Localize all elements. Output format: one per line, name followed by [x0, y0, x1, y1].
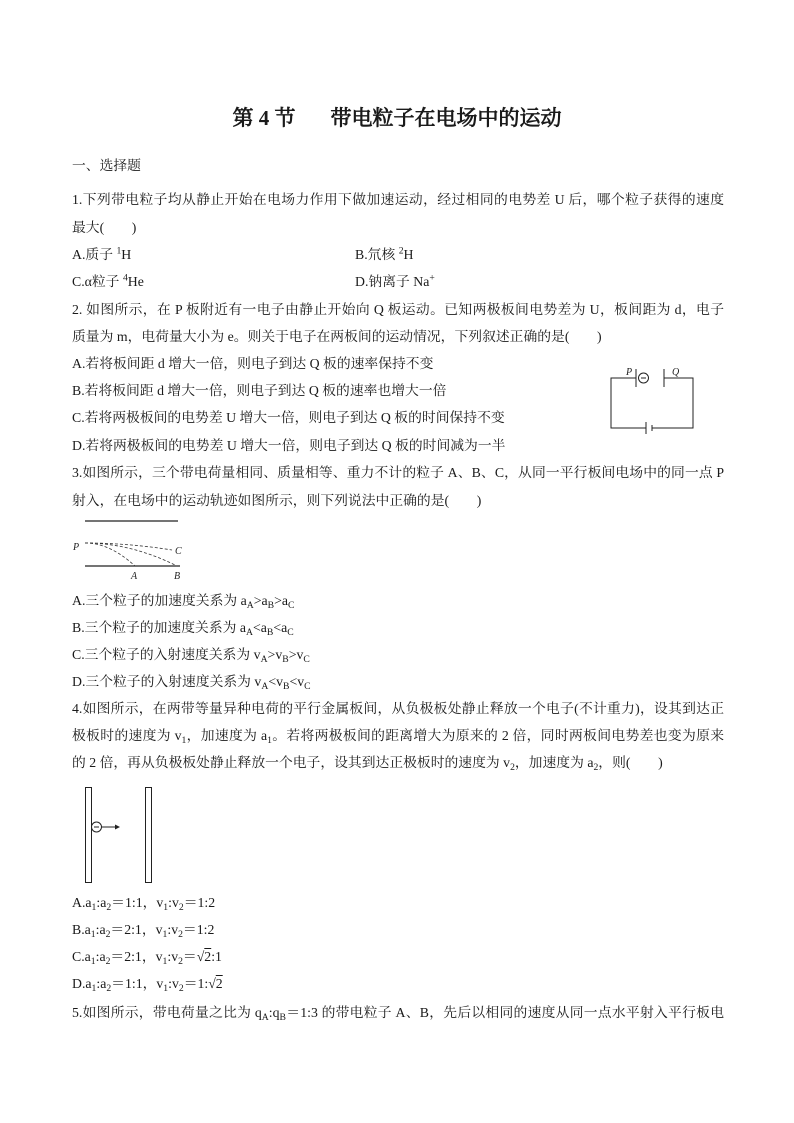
- question-1-option-b: B.氘核 $^2$H: [355, 245, 414, 262]
- subscript: A: [246, 599, 254, 611]
- subscript: 1: [163, 901, 169, 913]
- question-4-line-3: 的 2 倍，再从负极板处静止释放一个电子，设其到达正极板时的速度为 $v_2$，加速度为 $a_2$，则( ): [72, 755, 663, 773]
- question-2-option-a: A.若将板间距 d 增大一倍，则电子到达 Q 板的速率保持不变: [72, 356, 434, 371]
- question-4-option-b: $B.a_1:a_2=2:1$，$v_1:v_2=1:2$: [72, 922, 215, 940]
- subscript: 2: [105, 955, 111, 967]
- question-1-option-c: C.α粒子 $^4$He: [72, 272, 144, 289]
- section-number: 第 4 节: [232, 106, 296, 130]
- subscript: A: [261, 680, 269, 692]
- subscript: B: [283, 680, 290, 692]
- subscript: 1: [162, 955, 168, 967]
- subscript: 2: [178, 982, 184, 994]
- label-c: C: [175, 546, 182, 557]
- electron-icon: [92, 822, 102, 832]
- question-1-line-1: 1.下列带电粒子均从静止开始在电场力作用下做加速运动，经过相同的电势差 U 后，哪个粒子获得的速度: [72, 192, 724, 207]
- subscript: 1: [162, 928, 168, 940]
- question-5-line-1: 5.如图所示，带电荷量之比为 $q_A:q_B=1:3$ 的带电粒子 A、B，先后以相同的速度从同一点水平射入平行板电: [72, 1005, 724, 1023]
- question-4-line-2: 极板时的速度为 $v_1$，加速度为 $a_1$。若将两极板间的距离增大为原来的 2 倍，同时两板间电势差也变为原来: [72, 728, 724, 746]
- question-2-option-c: C.若将两极板间的电势差 U 增大一倍，则电子到达 Q 板的时间保持不变: [72, 410, 505, 425]
- subscript: 2: [178, 928, 183, 940]
- question-3-option-a: A.三个粒子的加速度关系为 $a_A>a_B>a_C$: [72, 593, 295, 611]
- trajectory-c: [85, 543, 172, 550]
- question-4-plates-diagram: [80, 782, 160, 888]
- question-3-option-d: D.三个粒子的入射速度关系为 $v_A<v_B<v_C$: [72, 674, 311, 692]
- superscript: 2: [398, 245, 404, 257]
- page-title: [0, 105, 794, 131]
- question-3-line-2: 射入，在电场中的运动轨迹如图所示，则下列说法中正确的是( ): [72, 493, 482, 508]
- subscript: 2: [593, 761, 599, 773]
- subscript: C: [304, 680, 311, 692]
- subscript: B: [282, 653, 289, 665]
- wire-right: [652, 378, 693, 428]
- question-4-option-a: $A.a_1:a_2=1:1$，$v_1:v_2=1:2$: [72, 895, 216, 913]
- subscript: 2: [510, 761, 515, 773]
- superscript: 4: [122, 272, 128, 284]
- question-2-option-b: B.若将板间距 d 增大一倍，则电子到达 Q 板的速率也增大一倍: [72, 383, 447, 398]
- question-4-line-1: 4.如图所示，在两带等量异种电荷的平行金属板间，从负极板处静止释放一个电子(不计重力)，设其到达正: [72, 701, 724, 716]
- question-3-option-c: C.三个粒子的入射速度关系为 $v_A>v_B>v_C$: [72, 647, 310, 665]
- subscript: 1: [163, 982, 169, 994]
- subscript: C: [303, 653, 310, 665]
- electron-icon: [639, 373, 649, 383]
- subscript: B: [267, 599, 275, 611]
- subscript: A: [261, 1011, 269, 1023]
- arrow-head-icon: [115, 825, 120, 830]
- wire-left: [611, 378, 646, 428]
- question-1-option-d: D.钠离子 Na+: [355, 272, 435, 289]
- question-3-trajectory-diagram: [70, 512, 195, 584]
- subscript: 2: [105, 928, 111, 940]
- subscript: 1: [91, 901, 97, 913]
- negative-plate: [86, 788, 92, 883]
- question-3-line-1: 3.如图所示，三个带电荷量相同、质量相等、重力不计的粒子 A、B、C，从同一平行板间电场中的同一点 P: [72, 465, 724, 480]
- superscript: +: [429, 272, 435, 284]
- question-4-option-d: $D.a_1:a_2=1:1$，$v_1:v_2=1:√2$: [72, 976, 223, 994]
- subscript: 2: [178, 901, 184, 913]
- question-2-circuit-diagram: [600, 360, 700, 440]
- subscript: 2: [178, 955, 183, 967]
- subscript: A: [260, 653, 268, 665]
- radicand: 2: [204, 949, 212, 964]
- subscript: 1: [181, 734, 187, 746]
- trajectory-a: [85, 543, 135, 566]
- question-4-option-c: $C.a_1:a_2=2:1$，$v_1:v_2=√2:1$: [72, 949, 222, 967]
- subscript: A: [246, 626, 253, 638]
- label-p: P: [73, 542, 80, 553]
- subscript: 2: [106, 901, 112, 913]
- subscript: B: [266, 626, 274, 638]
- subscript: 2: [106, 982, 112, 994]
- subscript: 1: [267, 734, 272, 746]
- label-q: Q: [672, 367, 680, 378]
- battery-icon: [646, 422, 652, 434]
- question-2-line-2: 质量为 m，电荷量大小为 e。则关于电子在两板间的运动情况，下列叙述正确的是( ): [72, 329, 602, 344]
- question-2-line-1: 2. 如图所示，在 P 板附近有一电子由静止开始向 Q 板运动。已知两极板间电势差为 U，板间距为 d，电子: [72, 302, 724, 317]
- label-b: B: [174, 571, 181, 582]
- subscript: C: [288, 599, 295, 611]
- positive-plate: [146, 788, 152, 883]
- question-1-option-a: A.质子 $^1$H: [72, 245, 132, 262]
- superscript: 1: [116, 245, 122, 257]
- subscript: 1: [90, 955, 96, 967]
- subscript: 1: [91, 982, 97, 994]
- question-1-line-2: 最大( ): [72, 220, 137, 235]
- label-p: P: [626, 367, 633, 378]
- question-2-option-d: D.若将两极板间的电势差 U 增大一倍，则电子到达 Q 板的时间减为一半: [72, 438, 506, 453]
- subscript: C: [287, 626, 294, 638]
- subscript: 1: [90, 928, 96, 940]
- question-3-option-b: B.三个粒子的加速度关系为 $a_A<a_B<a_C$: [72, 620, 294, 638]
- radicand: 2: [215, 976, 223, 991]
- section-heading: 一、选择题: [72, 158, 141, 173]
- label-a: A: [131, 571, 138, 582]
- subscript: B: [279, 1011, 286, 1023]
- section-name: 带电粒子在电场中的运动: [330, 106, 562, 130]
